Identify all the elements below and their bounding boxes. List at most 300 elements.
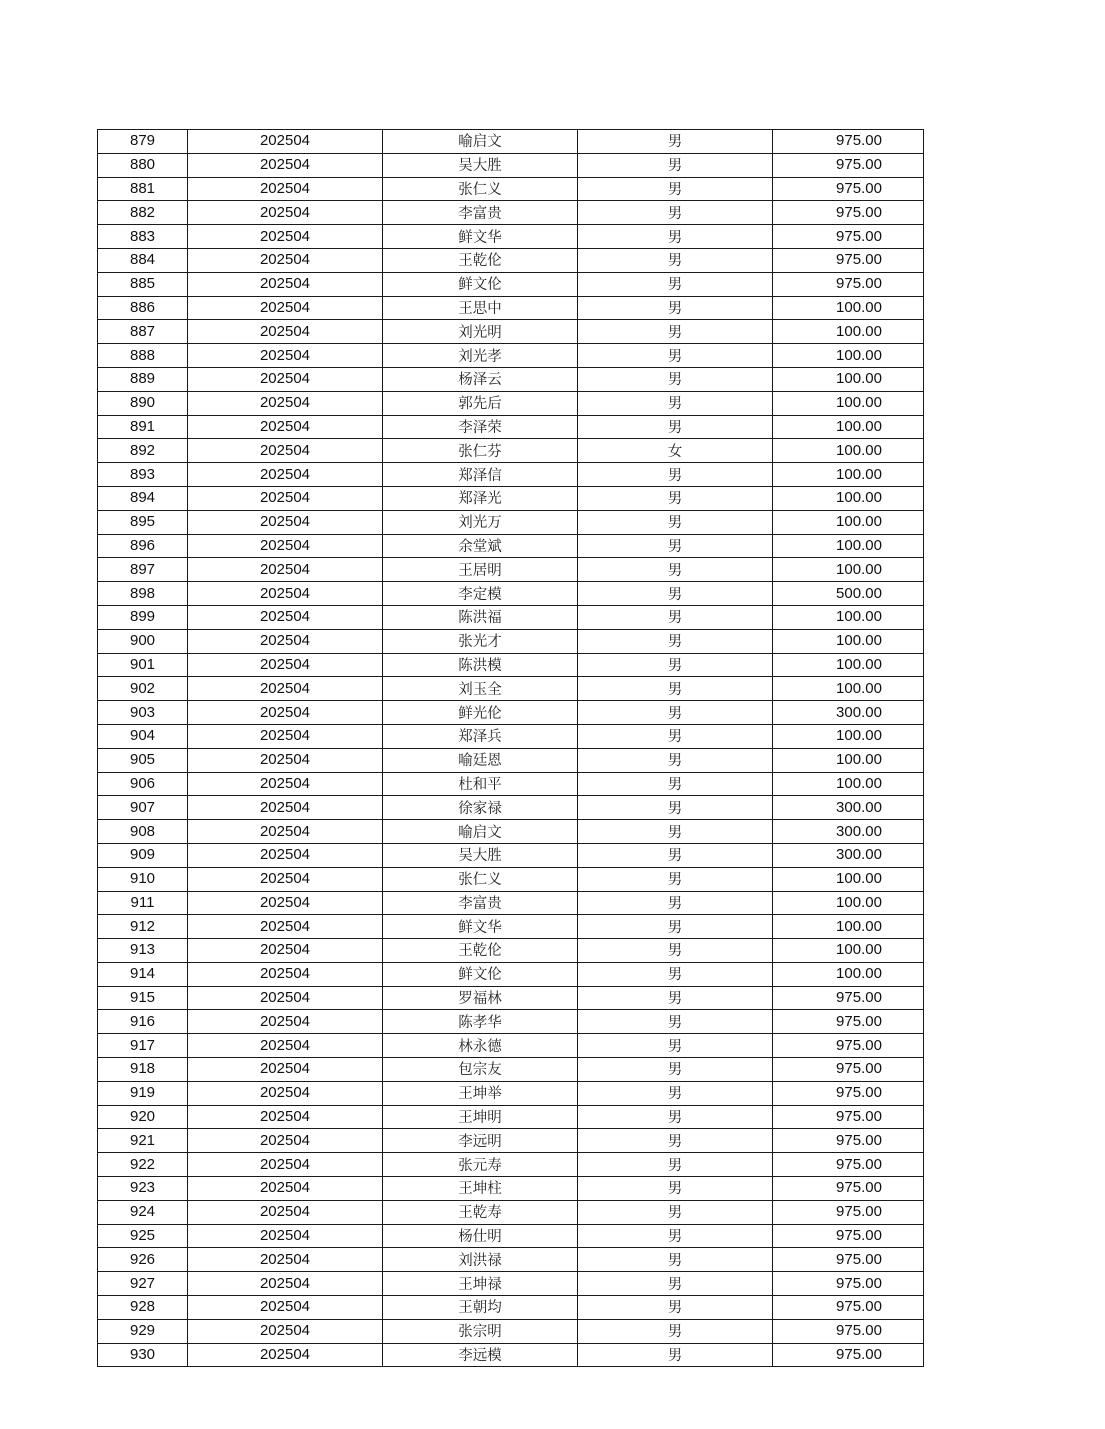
cell-period: 202504	[188, 1105, 383, 1129]
cell-number: 930	[98, 1343, 188, 1367]
cell-gender: 男	[578, 939, 773, 963]
cell-gender: 女	[578, 439, 773, 463]
cell-amount: 975.00	[773, 1319, 924, 1343]
table-row	[98, 296, 924, 320]
cell-name: 徐家禄	[383, 796, 578, 820]
cell-number: 898	[98, 582, 188, 606]
cell-period: 202504	[188, 1081, 383, 1105]
cell-amount: 100.00	[773, 439, 924, 463]
cell-name: 郑泽兵	[383, 724, 578, 748]
table-row	[98, 201, 924, 225]
cell-gender: 男	[578, 320, 773, 344]
cell-gender: 男	[578, 225, 773, 249]
cell-period: 202504	[188, 534, 383, 558]
table-row	[98, 1129, 924, 1153]
table-row	[98, 1081, 924, 1105]
cell-amount: 100.00	[773, 463, 924, 487]
cell-name: 张宗明	[383, 1319, 578, 1343]
cell-name: 李富贵	[383, 891, 578, 915]
cell-name: 鲜文华	[383, 225, 578, 249]
cell-name: 陈洪模	[383, 653, 578, 677]
cell-number: 889	[98, 367, 188, 391]
cell-period: 202504	[188, 296, 383, 320]
cell-number: 902	[98, 677, 188, 701]
cell-name: 王乾伦	[383, 939, 578, 963]
cell-gender: 男	[578, 677, 773, 701]
cell-name: 杨泽云	[383, 367, 578, 391]
cell-amount: 975.00	[773, 1248, 924, 1272]
table-row	[98, 272, 924, 296]
table-row	[98, 1177, 924, 1201]
cell-amount: 975.00	[773, 1058, 924, 1082]
cell-name: 余堂斌	[383, 534, 578, 558]
cell-name: 张光才	[383, 629, 578, 653]
cell-gender: 男	[578, 391, 773, 415]
cell-number: 925	[98, 1224, 188, 1248]
cell-number: 891	[98, 415, 188, 439]
cell-amount: 300.00	[773, 843, 924, 867]
cell-gender: 男	[578, 296, 773, 320]
table-body	[98, 130, 924, 1367]
cell-amount: 100.00	[773, 367, 924, 391]
cell-number: 897	[98, 558, 188, 582]
cell-number: 901	[98, 653, 188, 677]
cell-name: 李富贵	[383, 201, 578, 225]
cell-number: 928	[98, 1296, 188, 1320]
cell-period: 202504	[188, 1224, 383, 1248]
cell-name: 鲜文伦	[383, 962, 578, 986]
table-row	[98, 248, 924, 272]
cell-name: 喻廷恩	[383, 748, 578, 772]
table-row	[98, 605, 924, 629]
cell-name: 郑泽信	[383, 463, 578, 487]
cell-period: 202504	[188, 986, 383, 1010]
cell-amount: 100.00	[773, 772, 924, 796]
cell-name: 喻启文	[383, 820, 578, 844]
cell-amount: 975.00	[773, 986, 924, 1010]
cell-number: 895	[98, 510, 188, 534]
cell-amount: 100.00	[773, 629, 924, 653]
cell-name: 陈孝华	[383, 1010, 578, 1034]
cell-name: 李定模	[383, 582, 578, 606]
cell-gender: 男	[578, 463, 773, 487]
cell-amount: 100.00	[773, 748, 924, 772]
cell-amount: 975.00	[773, 201, 924, 225]
cell-period: 202504	[188, 582, 383, 606]
cell-amount: 100.00	[773, 891, 924, 915]
cell-amount: 975.00	[773, 1129, 924, 1153]
cell-amount: 100.00	[773, 486, 924, 510]
cell-amount: 100.00	[773, 939, 924, 963]
cell-period: 202504	[188, 130, 383, 154]
cell-period: 202504	[188, 463, 383, 487]
cell-period: 202504	[188, 1343, 383, 1367]
cell-number: 909	[98, 843, 188, 867]
cell-number: 924	[98, 1200, 188, 1224]
table-row	[98, 1343, 924, 1367]
cell-name: 吴大胜	[383, 153, 578, 177]
cell-period: 202504	[188, 153, 383, 177]
table-row	[98, 701, 924, 725]
table-row	[98, 367, 924, 391]
cell-name: 刘洪禄	[383, 1248, 578, 1272]
cell-period: 202504	[188, 367, 383, 391]
cell-gender: 男	[578, 1248, 773, 1272]
cell-period: 202504	[188, 820, 383, 844]
cell-period: 202504	[188, 605, 383, 629]
cell-period: 202504	[188, 867, 383, 891]
cell-amount: 100.00	[773, 344, 924, 368]
cell-gender: 男	[578, 1058, 773, 1082]
cell-number: 890	[98, 391, 188, 415]
cell-number: 911	[98, 891, 188, 915]
cell-gender: 男	[578, 605, 773, 629]
cell-number: 916	[98, 1010, 188, 1034]
table-row	[98, 1105, 924, 1129]
cell-period: 202504	[188, 486, 383, 510]
table-row	[98, 724, 924, 748]
cell-amount: 100.00	[773, 605, 924, 629]
table-row	[98, 320, 924, 344]
cell-amount: 975.00	[773, 153, 924, 177]
table-row	[98, 582, 924, 606]
cell-amount: 975.00	[773, 1034, 924, 1058]
cell-name: 王居明	[383, 558, 578, 582]
table-row	[98, 510, 924, 534]
cell-amount: 100.00	[773, 677, 924, 701]
cell-period: 202504	[188, 748, 383, 772]
table-row	[98, 1296, 924, 1320]
cell-period: 202504	[188, 843, 383, 867]
cell-period: 202504	[188, 439, 383, 463]
cell-number: 919	[98, 1081, 188, 1105]
cell-gender: 男	[578, 867, 773, 891]
cell-amount: 100.00	[773, 915, 924, 939]
cell-number: 921	[98, 1129, 188, 1153]
cell-number: 892	[98, 439, 188, 463]
cell-name: 王乾伦	[383, 248, 578, 272]
cell-amount: 975.00	[773, 1296, 924, 1320]
cell-amount: 975.00	[773, 1105, 924, 1129]
cell-name: 鲜文华	[383, 915, 578, 939]
cell-amount: 100.00	[773, 724, 924, 748]
table-row	[98, 915, 924, 939]
cell-gender: 男	[578, 724, 773, 748]
cell-gender: 男	[578, 415, 773, 439]
table-row	[98, 1010, 924, 1034]
cell-number: 926	[98, 1248, 188, 1272]
cell-gender: 男	[578, 748, 773, 772]
cell-gender: 男	[578, 1177, 773, 1201]
cell-period: 202504	[188, 1153, 383, 1177]
cell-gender: 男	[578, 367, 773, 391]
cell-period: 202504	[188, 248, 383, 272]
cell-period: 202504	[188, 225, 383, 249]
cell-name: 刘光万	[383, 510, 578, 534]
cell-period: 202504	[188, 915, 383, 939]
cell-name: 王坤明	[383, 1105, 578, 1129]
cell-number: 887	[98, 320, 188, 344]
cell-gender: 男	[578, 796, 773, 820]
table-row	[98, 391, 924, 415]
cell-period: 202504	[188, 772, 383, 796]
cell-amount: 975.00	[773, 1343, 924, 1367]
cell-period: 202504	[188, 1177, 383, 1201]
cell-gender: 男	[578, 486, 773, 510]
cell-amount: 975.00	[773, 1200, 924, 1224]
table-row	[98, 439, 924, 463]
cell-amount: 975.00	[773, 1272, 924, 1296]
table-row	[98, 748, 924, 772]
cell-number: 910	[98, 867, 188, 891]
cell-number: 915	[98, 986, 188, 1010]
cell-gender: 男	[578, 1319, 773, 1343]
cell-period: 202504	[188, 939, 383, 963]
cell-name: 张仁义	[383, 177, 578, 201]
cell-amount: 100.00	[773, 296, 924, 320]
cell-gender: 男	[578, 701, 773, 725]
cell-amount: 975.00	[773, 225, 924, 249]
cell-gender: 男	[578, 344, 773, 368]
cell-period: 202504	[188, 1296, 383, 1320]
table-row	[98, 486, 924, 510]
table-row	[98, 677, 924, 701]
cell-name: 王思中	[383, 296, 578, 320]
cell-period: 202504	[188, 177, 383, 201]
cell-gender: 男	[578, 843, 773, 867]
cell-amount: 975.00	[773, 177, 924, 201]
cell-number: 882	[98, 201, 188, 225]
cell-number: 920	[98, 1105, 188, 1129]
cell-period: 202504	[188, 701, 383, 725]
data-table	[97, 129, 924, 1367]
cell-name: 刘光明	[383, 320, 578, 344]
cell-name: 张仁义	[383, 867, 578, 891]
cell-number: 914	[98, 962, 188, 986]
cell-name: 林永德	[383, 1034, 578, 1058]
table-row	[98, 463, 924, 487]
cell-gender: 男	[578, 1034, 773, 1058]
cell-number: 903	[98, 701, 188, 725]
cell-name: 李远明	[383, 1129, 578, 1153]
cell-gender: 男	[578, 1272, 773, 1296]
cell-gender: 男	[578, 891, 773, 915]
cell-number: 923	[98, 1177, 188, 1201]
cell-number: 886	[98, 296, 188, 320]
table-row	[98, 344, 924, 368]
cell-gender: 男	[578, 201, 773, 225]
cell-period: 202504	[188, 891, 383, 915]
cell-gender: 男	[578, 1200, 773, 1224]
cell-number: 917	[98, 1034, 188, 1058]
cell-name: 刘玉全	[383, 677, 578, 701]
cell-period: 202504	[188, 962, 383, 986]
table-row	[98, 653, 924, 677]
cell-gender: 男	[578, 153, 773, 177]
table-row	[98, 891, 924, 915]
cell-number: 879	[98, 130, 188, 154]
cell-gender: 男	[578, 1129, 773, 1153]
cell-gender: 男	[578, 1010, 773, 1034]
cell-amount: 975.00	[773, 1177, 924, 1201]
cell-amount: 300.00	[773, 796, 924, 820]
cell-amount: 100.00	[773, 558, 924, 582]
cell-gender: 男	[578, 1296, 773, 1320]
table-row	[98, 225, 924, 249]
cell-number: 912	[98, 915, 188, 939]
cell-gender: 男	[578, 1105, 773, 1129]
table-row	[98, 986, 924, 1010]
table-row	[98, 1319, 924, 1343]
cell-name: 郭先后	[383, 391, 578, 415]
cell-gender: 男	[578, 820, 773, 844]
cell-number: 907	[98, 796, 188, 820]
cell-gender: 男	[578, 177, 773, 201]
table-row	[98, 796, 924, 820]
cell-gender: 男	[578, 248, 773, 272]
cell-name: 张元寿	[383, 1153, 578, 1177]
cell-period: 202504	[188, 1034, 383, 1058]
table-row	[98, 1034, 924, 1058]
cell-gender: 男	[578, 629, 773, 653]
cell-number: 881	[98, 177, 188, 201]
cell-period: 202504	[188, 1248, 383, 1272]
cell-name: 喻启文	[383, 130, 578, 154]
cell-period: 202504	[188, 1010, 383, 1034]
table-row	[98, 843, 924, 867]
cell-amount: 975.00	[773, 130, 924, 154]
cell-period: 202504	[188, 724, 383, 748]
table-row	[98, 153, 924, 177]
cell-period: 202504	[188, 391, 383, 415]
table-row	[98, 1272, 924, 1296]
cell-number: 880	[98, 153, 188, 177]
table-row	[98, 130, 924, 154]
cell-amount: 975.00	[773, 1081, 924, 1105]
table-row	[98, 558, 924, 582]
cell-number: 899	[98, 605, 188, 629]
cell-gender: 男	[578, 582, 773, 606]
cell-number: 888	[98, 344, 188, 368]
cell-name: 郑泽光	[383, 486, 578, 510]
cell-number: 908	[98, 820, 188, 844]
cell-period: 202504	[188, 510, 383, 534]
cell-amount: 300.00	[773, 701, 924, 725]
cell-gender: 男	[578, 915, 773, 939]
cell-name: 张仁芬	[383, 439, 578, 463]
cell-number: 893	[98, 463, 188, 487]
table-row	[98, 177, 924, 201]
cell-number: 913	[98, 939, 188, 963]
cell-name: 吴大胜	[383, 843, 578, 867]
cell-number: 905	[98, 748, 188, 772]
cell-period: 202504	[188, 344, 383, 368]
table-row	[98, 939, 924, 963]
cell-number: 900	[98, 629, 188, 653]
table-row	[98, 1248, 924, 1272]
cell-name: 杜和平	[383, 772, 578, 796]
cell-period: 202504	[188, 415, 383, 439]
cell-period: 202504	[188, 320, 383, 344]
cell-period: 202504	[188, 677, 383, 701]
cell-name: 鲜光伦	[383, 701, 578, 725]
cell-name: 李远模	[383, 1343, 578, 1367]
table-row	[98, 820, 924, 844]
cell-number: 927	[98, 1272, 188, 1296]
cell-period: 202504	[188, 1319, 383, 1343]
cell-name: 王乾寿	[383, 1200, 578, 1224]
cell-period: 202504	[188, 201, 383, 225]
cell-period: 202504	[188, 272, 383, 296]
cell-gender: 男	[578, 1081, 773, 1105]
table-row	[98, 1224, 924, 1248]
cell-period: 202504	[188, 1200, 383, 1224]
cell-name: 罗福林	[383, 986, 578, 1010]
cell-name: 包宗友	[383, 1058, 578, 1082]
cell-amount: 100.00	[773, 510, 924, 534]
cell-gender: 男	[578, 130, 773, 154]
cell-gender: 男	[578, 534, 773, 558]
cell-gender: 男	[578, 558, 773, 582]
cell-amount: 975.00	[773, 1224, 924, 1248]
cell-amount: 975.00	[773, 272, 924, 296]
cell-gender: 男	[578, 653, 773, 677]
cell-period: 202504	[188, 1129, 383, 1153]
cell-amount: 100.00	[773, 962, 924, 986]
cell-number: 929	[98, 1319, 188, 1343]
table-row	[98, 1058, 924, 1082]
cell-number: 904	[98, 724, 188, 748]
cell-gender: 男	[578, 1343, 773, 1367]
cell-name: 王坤柱	[383, 1177, 578, 1201]
cell-amount: 975.00	[773, 248, 924, 272]
cell-period: 202504	[188, 1272, 383, 1296]
cell-gender: 男	[578, 772, 773, 796]
table-row	[98, 867, 924, 891]
cell-amount: 100.00	[773, 320, 924, 344]
cell-number: 883	[98, 225, 188, 249]
cell-gender: 男	[578, 510, 773, 534]
cell-amount: 100.00	[773, 415, 924, 439]
cell-gender: 男	[578, 986, 773, 1010]
cell-name: 王朝均	[383, 1296, 578, 1320]
cell-period: 202504	[188, 796, 383, 820]
cell-number: 885	[98, 272, 188, 296]
table-row	[98, 415, 924, 439]
cell-period: 202504	[188, 653, 383, 677]
cell-name: 王坤禄	[383, 1272, 578, 1296]
table-row	[98, 1153, 924, 1177]
cell-amount: 975.00	[773, 1010, 924, 1034]
table-row	[98, 772, 924, 796]
cell-amount: 975.00	[773, 1153, 924, 1177]
cell-name: 鲜文伦	[383, 272, 578, 296]
cell-name: 王坤举	[383, 1081, 578, 1105]
cell-amount: 500.00	[773, 582, 924, 606]
cell-number: 906	[98, 772, 188, 796]
table-row	[98, 629, 924, 653]
cell-period: 202504	[188, 1058, 383, 1082]
cell-number: 896	[98, 534, 188, 558]
table-row	[98, 962, 924, 986]
table-row	[98, 534, 924, 558]
table-row	[98, 1200, 924, 1224]
cell-amount: 100.00	[773, 867, 924, 891]
cell-name: 杨仕明	[383, 1224, 578, 1248]
cell-gender: 男	[578, 1153, 773, 1177]
cell-gender: 男	[578, 1224, 773, 1248]
cell-number: 894	[98, 486, 188, 510]
